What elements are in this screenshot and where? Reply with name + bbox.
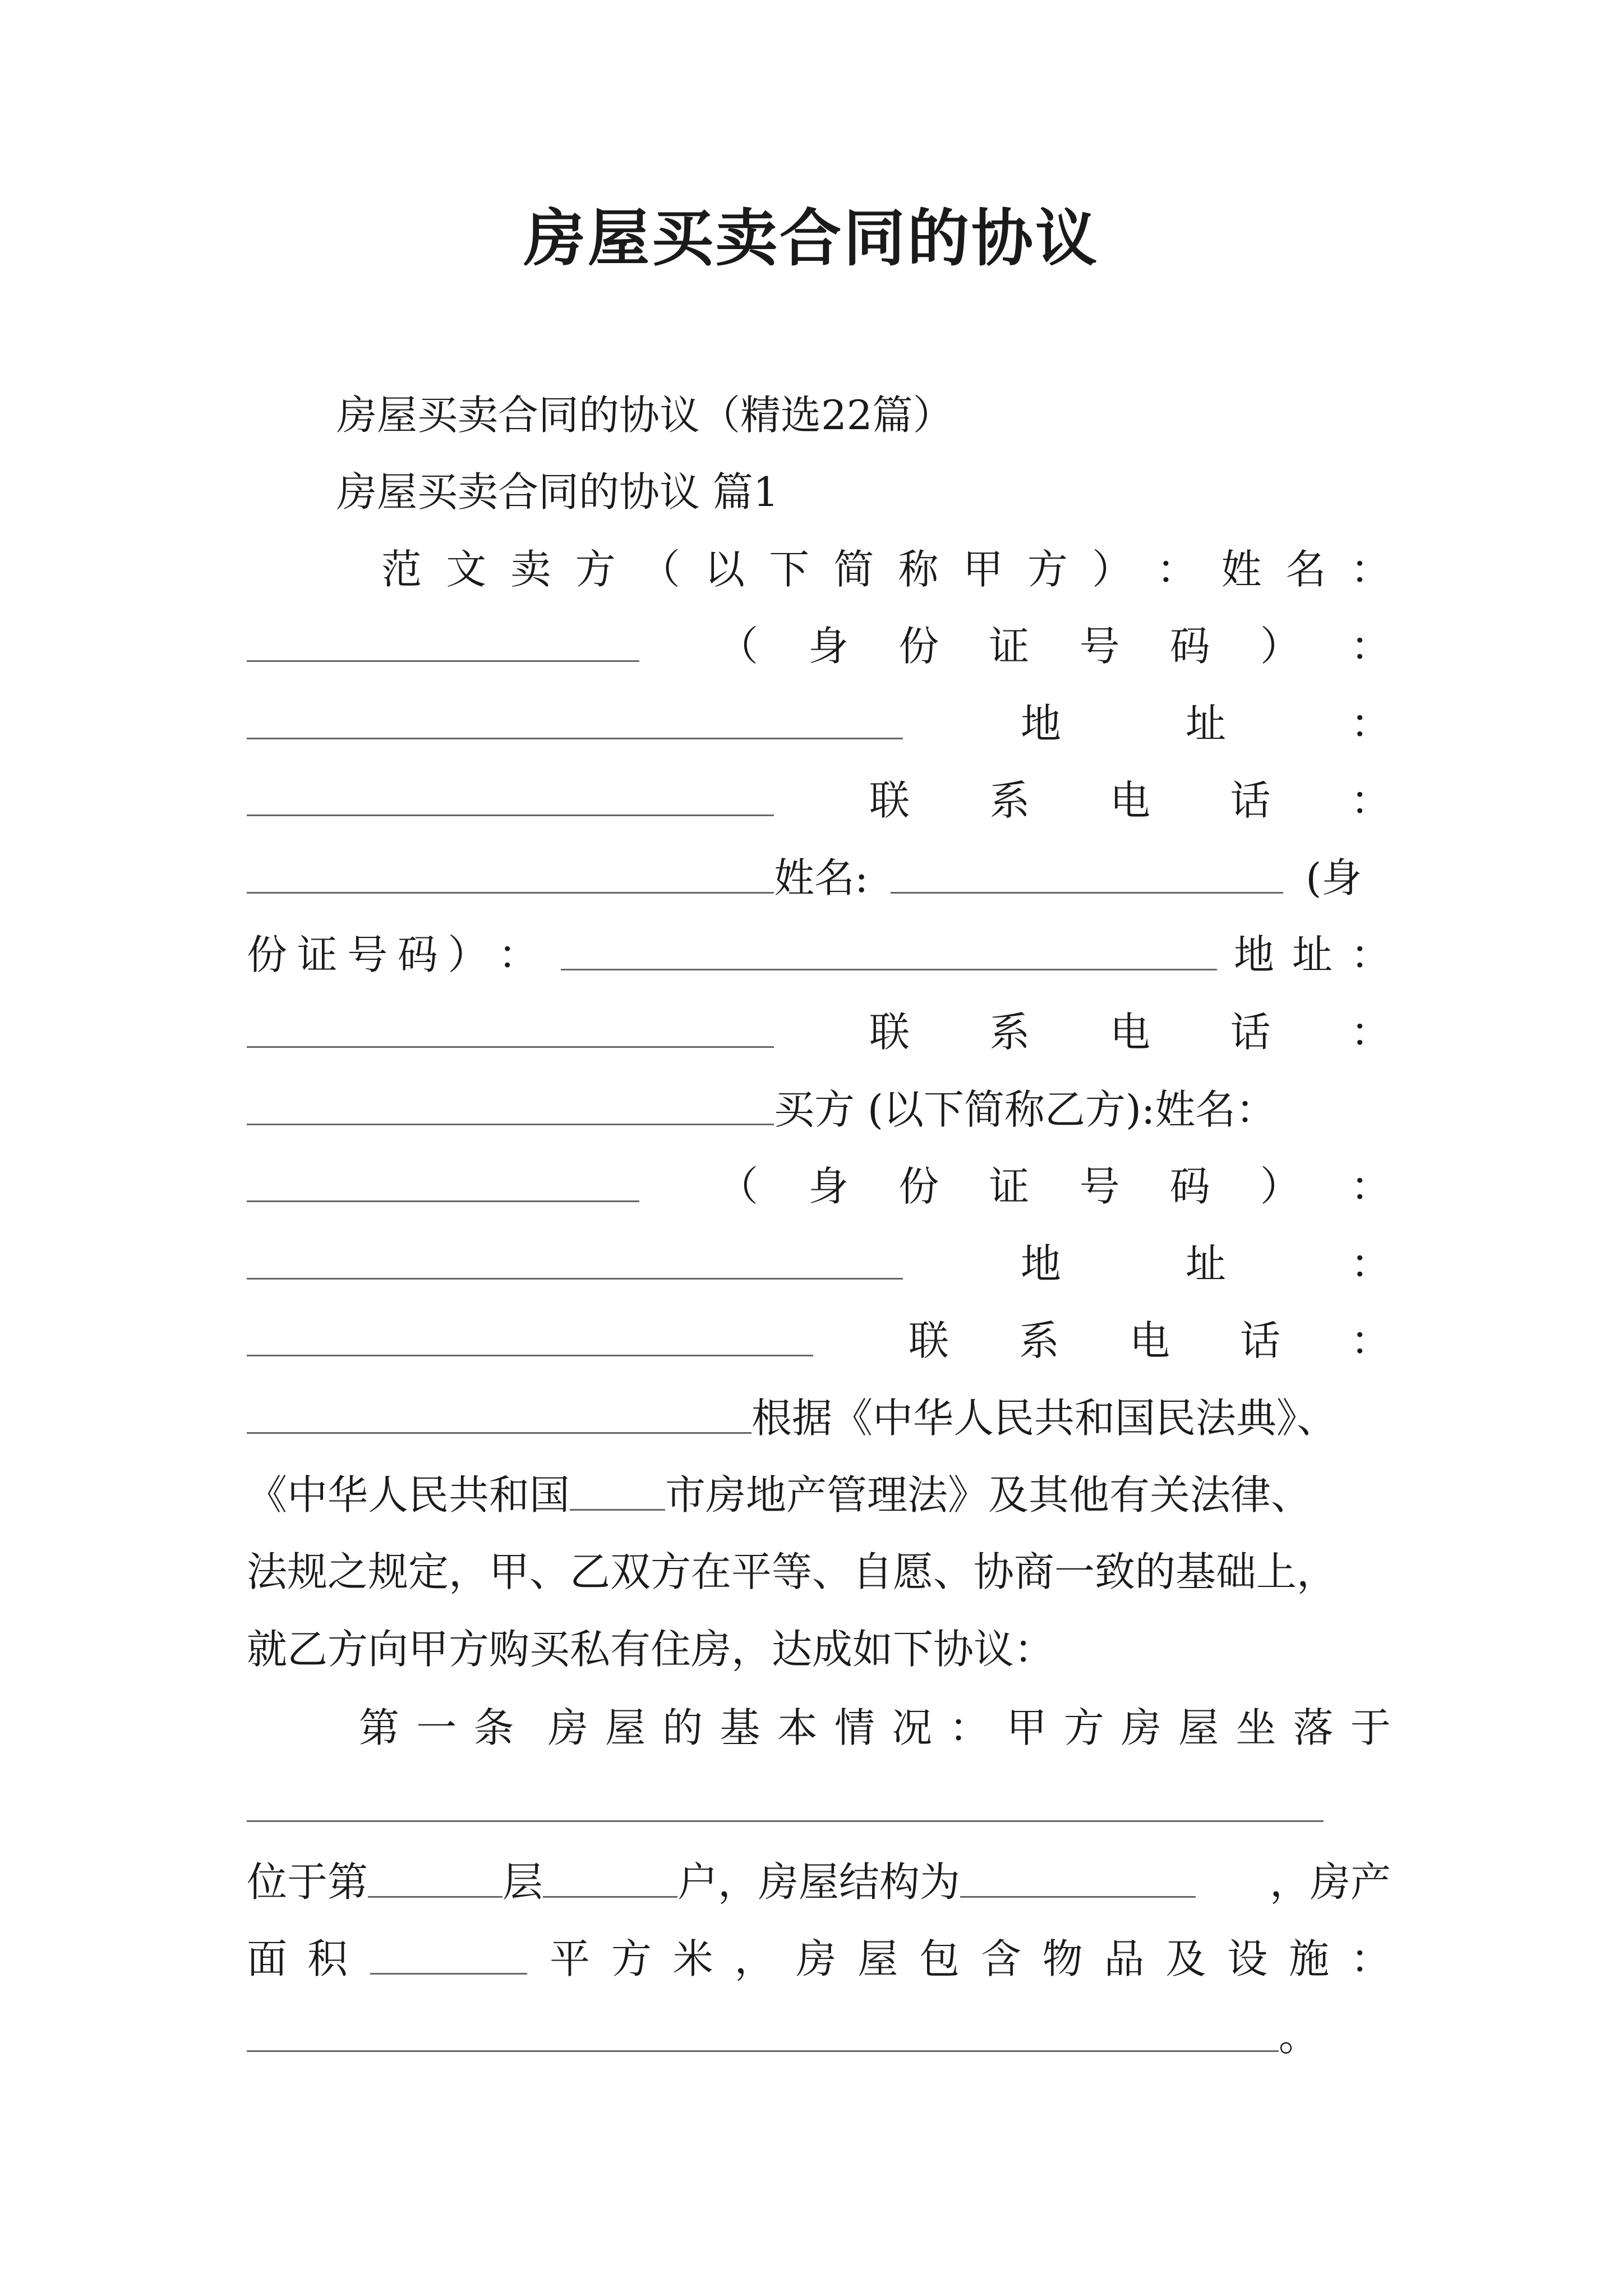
char: 地: [1234, 931, 1275, 978]
seller-intro: [381, 541, 1391, 597]
seller-intro-line: [247, 541, 1391, 597]
law-basis-2b: 市房地产管理法》及其他有关法律、: [665, 1471, 1312, 1519]
subtitle: 房屋买卖合同的协议（精选22篇）: [336, 392, 953, 439]
char: 况: [892, 1704, 933, 1751]
structure-blank[interactable]: [960, 1889, 1196, 1898]
char: ：: [1350, 1163, 1391, 1210]
char: 品: [1104, 1935, 1145, 1982]
char: ：: [1350, 1317, 1391, 1364]
seller2-address-label: [1234, 927, 1391, 983]
unit-number-blank[interactable]: [543, 1889, 677, 1898]
seller-id-line: [247, 618, 1391, 674]
char: 含: [980, 1935, 1021, 1982]
seller-phone-label: [869, 772, 1391, 829]
city-blank[interactable]: [570, 1502, 665, 1511]
law-basis-1: 根据《中华人民共和国民法典》、: [751, 1395, 1338, 1442]
seller2-name-line: [247, 850, 1391, 906]
char: 系: [989, 777, 1030, 824]
article1-heading: [359, 1700, 1391, 1756]
char: ：: [1350, 546, 1391, 593]
char: 话: [1239, 1317, 1280, 1364]
char: 方: [1027, 546, 1068, 593]
floor-label-d: ，房产: [1269, 1858, 1391, 1906]
section-heading: 房屋买卖合同的协议 篇1: [336, 468, 779, 516]
char: 一: [416, 1704, 457, 1751]
char: 包: [919, 1935, 960, 1982]
seller2-phone-line: [247, 1004, 1391, 1060]
seller-address-label: [1021, 696, 1391, 752]
law-basis-line-1: [247, 1390, 1391, 1446]
law-basis-line-3: [247, 1544, 1391, 1600]
char: 证: [989, 623, 1030, 670]
char: 份: [898, 1163, 939, 1210]
char: 米: [672, 1935, 713, 1982]
char: 范: [381, 546, 422, 593]
seller2-name-blank[interactable]: [891, 885, 1283, 894]
location-blank-line: [247, 1778, 1391, 1834]
char: 的: [662, 1704, 703, 1751]
char: 落: [1293, 1704, 1334, 1751]
facilities-blank-line: [247, 2008, 1391, 2064]
char: 电: [1109, 1009, 1150, 1056]
law-basis-line-2: [247, 1467, 1391, 1523]
char: 简: [833, 546, 874, 593]
char: 码: [397, 931, 438, 978]
char: 证: [297, 931, 338, 978]
char: 身: [808, 1163, 849, 1210]
buyer-phone-blank[interactable]: [247, 1425, 751, 1434]
seller2-id-label: [247, 927, 538, 983]
char: 于: [1350, 1704, 1391, 1751]
seller-phone-line: [247, 772, 1391, 829]
char: 证: [989, 1163, 1030, 1210]
seller2-id-open: (身: [1306, 854, 1362, 901]
floor-label-b: 层: [502, 1858, 543, 1906]
char: 积: [307, 1935, 348, 1982]
char: 平: [550, 1935, 591, 1982]
char: 电: [1109, 777, 1150, 824]
area-label: [247, 1931, 348, 1987]
seller-name-blank[interactable]: [247, 654, 639, 662]
char: ：: [1350, 1009, 1391, 1056]
char: （: [718, 623, 759, 670]
char: （: [718, 1163, 759, 1210]
buyer-name-blank[interactable]: [247, 1194, 639, 1202]
char: ）: [1092, 546, 1133, 593]
char: ：: [1156, 546, 1197, 593]
char: ：: [949, 1704, 990, 1751]
section-heading-line: [247, 464, 1391, 520]
char: 名: [1285, 546, 1326, 593]
location-blank[interactable]: [247, 1814, 1324, 1822]
char: 屋: [1178, 1704, 1219, 1751]
area-blank[interactable]: [370, 1966, 527, 1975]
seller-id-label: [718, 618, 1391, 674]
char: 联: [869, 777, 910, 824]
char: ：: [497, 931, 538, 978]
char: 方: [1063, 1704, 1104, 1751]
char: 地: [1021, 1240, 1062, 1287]
char: ：: [1350, 623, 1391, 670]
seller-address-blank[interactable]: [247, 808, 774, 816]
char: ，: [734, 1935, 775, 1982]
law-basis-3: 法规之规定，甲、乙双方在平等、自愿、协商一致的基础上，: [247, 1548, 1338, 1595]
char: 基: [720, 1704, 760, 1751]
char: 情: [834, 1704, 875, 1751]
char: 本: [777, 1704, 818, 1751]
char: 面: [247, 1935, 288, 1982]
seller2-id-blank[interactable]: [561, 962, 1217, 970]
char: 址: [1185, 700, 1226, 747]
buyer-intro: 买方 (以下简称乙方):姓名：: [774, 1086, 1276, 1133]
seller2-id-line: [247, 927, 1391, 983]
char: 甲: [962, 546, 1003, 593]
facilities-label: [550, 1931, 1391, 1987]
char: 份: [898, 623, 939, 670]
char: 址: [1292, 931, 1332, 978]
char: 联: [869, 1009, 910, 1056]
char: 坐: [1235, 1704, 1276, 1751]
char: 下: [769, 546, 810, 593]
char: 址: [1185, 1240, 1226, 1287]
char: 联: [909, 1317, 949, 1364]
seller-address-line: [247, 696, 1391, 752]
char: 号: [1079, 623, 1120, 670]
document-title: 房屋买卖合同的协议: [524, 202, 1099, 274]
char: 系: [989, 1009, 1030, 1056]
char: 姓: [1221, 546, 1262, 593]
char: 码: [1169, 623, 1210, 670]
buyer-intro-line: [247, 1082, 1391, 1138]
seller2-name-label: 姓名:: [774, 854, 869, 901]
article1-line: [247, 1700, 1391, 1756]
char: ：: [1350, 700, 1391, 747]
char: 施: [1289, 1935, 1330, 1982]
char: 系: [1018, 1317, 1059, 1364]
char: ）: [1260, 1163, 1301, 1210]
char: ：: [1350, 1935, 1391, 1982]
floor-label-a: 位于第: [247, 1858, 368, 1906]
floor-line: [247, 1854, 1391, 1910]
law-basis-2a: 《中华人民共和国: [247, 1471, 570, 1519]
char: 第: [359, 1704, 400, 1751]
buyer-phone-label: [909, 1313, 1391, 1369]
char: 文: [446, 546, 487, 593]
buyer-id-blank[interactable]: [247, 1271, 903, 1280]
floor-label-c: 户，房屋结构为: [677, 1858, 961, 1906]
char: ：: [1350, 777, 1391, 824]
buyer-address-label: [1021, 1236, 1391, 1292]
char: 话: [1230, 1009, 1271, 1056]
floor-number-blank[interactable]: [368, 1889, 502, 1898]
char: 条: [473, 1704, 514, 1751]
char: 物: [1042, 1935, 1083, 1982]
char: 码: [1169, 1163, 1210, 1210]
char: 称: [898, 546, 939, 593]
buyer-phone-line: [247, 1313, 1391, 1369]
char: 身: [808, 623, 849, 670]
char: （: [639, 546, 680, 593]
char: 甲: [1006, 1704, 1047, 1751]
subtitle-line: [247, 387, 1391, 443]
char: 卖: [510, 546, 551, 593]
buyer-address-blank[interactable]: [247, 1348, 813, 1356]
char: 话: [1230, 777, 1271, 824]
char: 地: [1021, 700, 1062, 747]
char: 房: [796, 1935, 837, 1982]
area-line: [247, 1931, 1391, 1987]
char: ：: [1350, 1240, 1391, 1287]
char: 设: [1227, 1935, 1268, 1982]
char: ）: [448, 931, 488, 978]
buyer-id-label: [718, 1158, 1391, 1214]
buyer-id-line: [247, 1158, 1391, 1214]
char: 房: [547, 1704, 588, 1751]
facilities-blank[interactable]: [247, 2044, 1279, 2052]
seller2-address-blank[interactable]: [247, 1039, 774, 1048]
char: 屋: [605, 1704, 646, 1751]
seller-phone-blank[interactable]: [247, 885, 774, 894]
law-basis-line-4: [247, 1621, 1391, 1677]
seller2-phone-label: [869, 1004, 1391, 1060]
char: 及: [1165, 1935, 1206, 1982]
char: ：: [1350, 931, 1391, 978]
char: 以: [704, 546, 745, 593]
char: 份: [247, 931, 288, 978]
law-basis-4: 就乙方向甲方购买私有住房，达成如下协议：: [247, 1626, 1055, 1673]
char: ）: [1260, 623, 1301, 670]
char: 房: [1121, 1704, 1162, 1751]
char: 电: [1129, 1317, 1170, 1364]
char: 号: [1079, 1163, 1120, 1210]
buyer-address-line: [247, 1236, 1391, 1292]
end-mark: 。: [1279, 2013, 1320, 2060]
char: 方: [575, 546, 616, 593]
char: 号: [347, 931, 388, 978]
seller-id-blank[interactable]: [247, 731, 903, 739]
char: 屋: [857, 1935, 898, 1982]
char: 方: [611, 1935, 652, 1982]
seller2-phone-blank[interactable]: [247, 1117, 774, 1125]
